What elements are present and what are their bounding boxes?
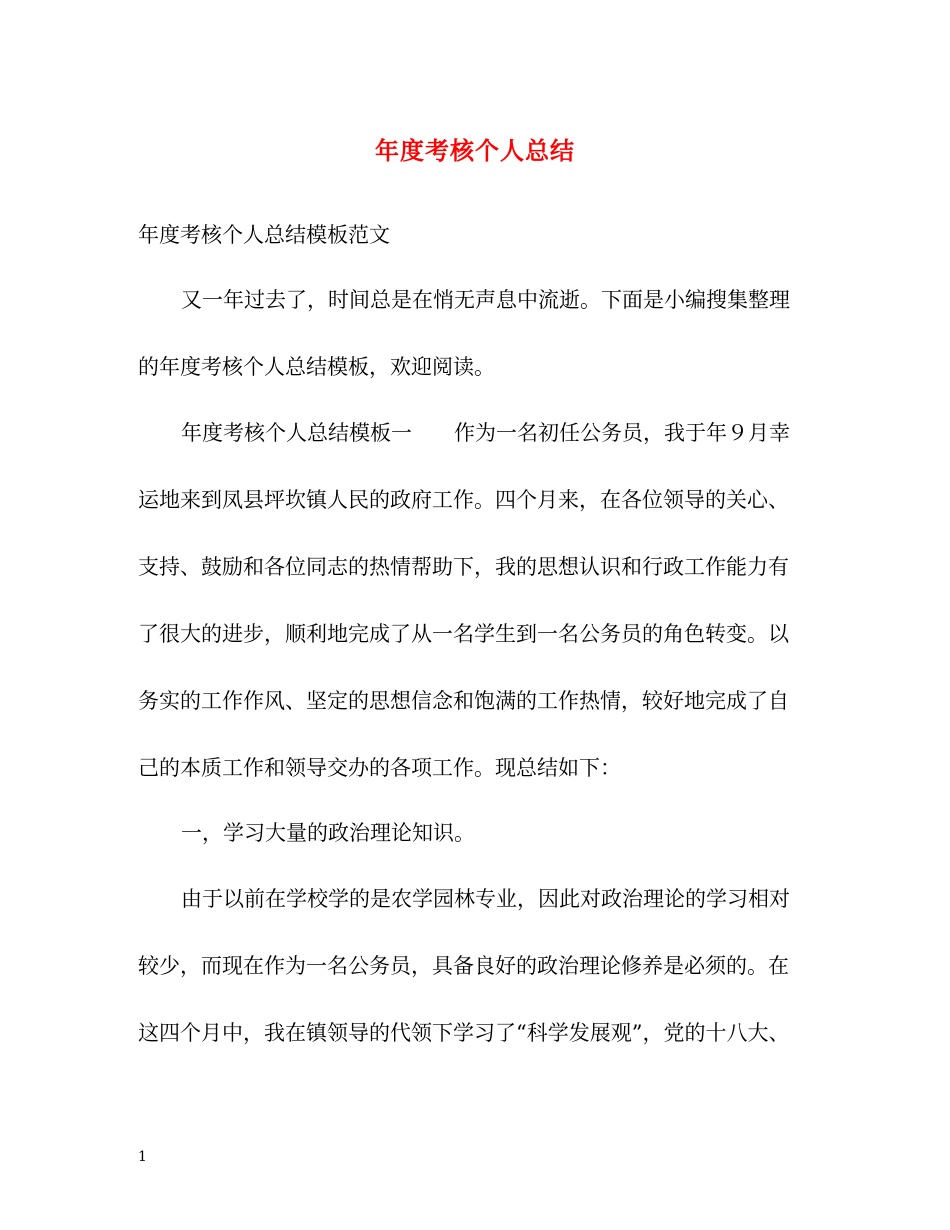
section-heading: 一，学习大量的政治理论知识。 bbox=[181, 821, 475, 845]
paragraph-line: 了很大的进步，顺利地完成了从一名学生到一名公务员的角色转变。以 bbox=[138, 622, 789, 646]
paragraph-line: 支持、鼓励和各位同志的热情帮助下，我的思想认识和行政工作能力有 bbox=[138, 555, 789, 579]
paragraph-line: 又一年过去了，时间总是在悄无声息中流逝。下面是小编搜集整理 bbox=[181, 288, 790, 312]
paragraph-line: 务实的工作作风、坚定的思想信念和饱满的工作热情，较好地完成了自 bbox=[138, 689, 789, 713]
paragraph-line: 这四个月中，我在镇领导的代领下学习了“科学发展观”，党的十八大、 bbox=[138, 1021, 790, 1045]
document-title: 年度考核个人总结 bbox=[375, 136, 575, 165]
document-subtitle: 年度考核个人总结模板范文 bbox=[138, 223, 390, 247]
paragraph-line: 运地来到凤县坪坎镇人民的政府工作。四个月来，在各位领导的关心、 bbox=[138, 488, 789, 512]
paragraph-line: 己的本质工作和领导交办的各项工作。现总结如下： bbox=[138, 756, 621, 780]
paragraph-line: 由于以前在学校学的是农学园林专业，因此对政治理论的学习相对 bbox=[181, 887, 790, 911]
page-number: 1 bbox=[138, 1149, 147, 1165]
paragraph-line: 年度考核个人总结模板一 作为一名初任公务员，我于年９月幸 bbox=[181, 421, 790, 445]
paragraph-line: 的年度考核个人总结模板，欢迎阅读。 bbox=[138, 355, 495, 379]
paragraph-line: 较少，而现在作为一名公务员，具备良好的政治理论修养是必须的。在 bbox=[138, 954, 789, 978]
